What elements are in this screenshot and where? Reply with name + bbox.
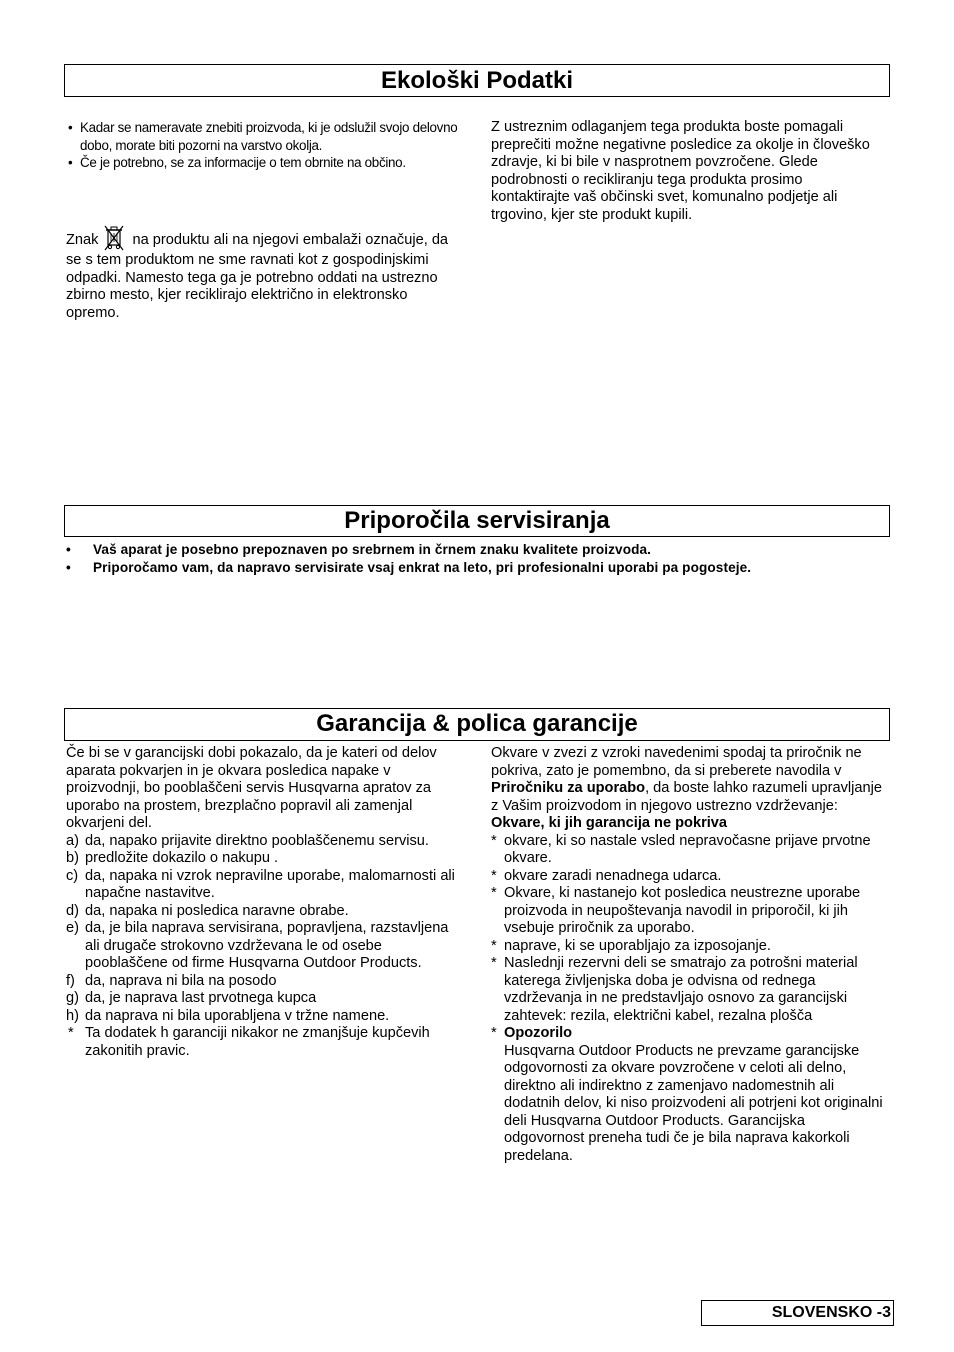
warranty-right-intro: Okvare v zvezi z vzroki navedenimi spodaj ta priročnik ne pokriva, zato je pomembno, da si preberete navodila v Priročniku za uporabo, da boste lahko razumeli upravljanje z Vašim proizvodom in njegovo ustrezno vzdrževanje: <box>491 745 882 814</box>
warning-text: Husqvarna Outdoor Products ne prevzame garancijske odgovornosti za okvare povzročene v celoti ali delno, direktno ali indirektno z zamenjavo nadomestnih ali dodatnih delov, ki niso proizvodeni ali potrjeni kot originalni deli Husqvarna Outdoor Products. Garancijska odgovornost preneha tudi če je bila naprava kakorkoli predelana. <box>504 1042 883 1164</box>
eco-title: Ekološki Podatki <box>64 64 890 97</box>
service-title: Priporočila servisiranja <box>64 505 890 537</box>
not-covered-item: * Okvare, ki nastanejo kot posledica neustrezne uporabe proizvoda in neupoštevanja navodil in priporočil, ki jih vsebuje priročnik za uporabo. <box>491 885 861 936</box>
not-covered-item: * naprave, ki se uporabljajo za izposojanje. <box>491 937 771 954</box>
znak-word: Znak <box>66 232 99 248</box>
not-covered-item: * Naslednji rezervni deli se smatrajo za potrošni material katerega življenjska doba je odvisna od rednega vzdrževanja in ne predstavljajo osnovo za garancijski zahtevek: rezila, električni kabel, rezalna plošča <box>491 955 858 1024</box>
warning-title: Opozorilo <box>504 1025 573 1041</box>
warranty-left-column <box>66 745 464 1060</box>
list-item: • Če je potrebno, se za informacije o tem obrnite na občino. <box>66 154 458 172</box>
eco-recycling-text: Z ustreznim odlaganjem tega produkta boste pomagali preprečiti možne negativne posledice za okolje in človeško zdravje, ki bi bile v nasprotnem povzročene. Glede podrobnosti o recikliranju tega produkta prosimo kontaktirajte vaš občinski svet, komunalno podjetje ali trgovino, kjer ste produkt kupili. <box>491 119 870 223</box>
warranty-title: Garancija & polica garancije <box>64 708 890 741</box>
eco-znak-paragraph <box>66 224 458 322</box>
condition-row: d) da, napaka ni posledica naravne obrabe. <box>66 902 349 919</box>
warranty-intro: Če bi se v garancijski dobi pokazalo, da je kateri od delov aparata pokvarjen in je okvara posledica napake v proizvodnji, bo pooblaščeni servis Husqvarna apratov za uporabo na prostem, brezplačno popravil ali zamenjal okvarjeni del. <box>66 745 437 831</box>
condition-row: g) da, je naprava last prvotnega kupca <box>66 990 317 1006</box>
condition-row: a) da, napako prijavite direktno pooblaščenemu servisu. <box>66 832 429 849</box>
condition-row: e) da, je bila naprava servisirana, popravljena, razstavljena ali drugače strokovno vzdrževana le od osebe pooblaščene od firme Husqvarna Outdoor Products. <box>66 920 449 971</box>
eco-bullets <box>66 119 458 172</box>
warning-block: * Opozorilo Husqvarna Outdoor Products ne prevzame garancijske odgovornosti za okvare povzročene v celoti ali delno, direktno ali indirektno z zamenjavo nadomestnih ali dodatnih delov, ki niso proizvodeni ali potrjeni kot originalni deli Husqvarna Outdoor Products. Garancijska odgovornost preneha tudi če je bila naprava kakorkoli predelana. <box>491 1025 883 1164</box>
warranty-right-column <box>491 745 889 1165</box>
service-bullets <box>66 541 892 577</box>
condition-row: * Ta dodatek h garanciji nikakor ne zmanjšuje kupčevih zakonitih pravic. <box>68 1025 430 1059</box>
not-covered-title: Okvare, ki jih garancija ne pokriva <box>491 815 728 831</box>
not-covered-item: * okvare, ki so nastale vsled nepravočasne prijave prvotne okvare. <box>491 832 871 866</box>
eco-right-column <box>491 119 885 224</box>
list-item: • Kadar se nameravate znebiti proizvoda, ki je odslužil svojo delovno dobo, morate biti pozorni na varstvo okolja. <box>66 119 458 154</box>
crossed-out-bin-icon <box>102 224 126 252</box>
condition-row: c) da, napaka ni vzrok nepravilne uporabe, malomarnosti ali napačne nastavitve. <box>66 867 455 901</box>
list-item: • Vaš aparat je posebno prepoznaven po srebrnem in črnem znaku kvalitete proizvoda. <box>66 541 892 559</box>
condition-row: b) predložite dokazilo o nakupu . <box>66 850 279 866</box>
not-covered-item: * okvare zaradi nenadnega udarca. <box>491 867 722 884</box>
list-item: • Priporočamo vam, da napravo servisirate vsaj enkrat na leto, pri profesionalni uporabi pa pogosteje. <box>66 559 892 577</box>
znak-text: na produktu ali na njegovi embalaži označuje, da se s tem produktom ne sme ravnati kot z gospodinjskimi odpadki. Namesto tega ga je potrebno oddati na ustrezno zbirno mesto, kjer reciklirajo električno in elektronsko opremo. <box>66 232 449 321</box>
condition-row: f) da, naprava ni bila na posodo <box>66 972 277 989</box>
condition-row: h) da naprava ni bila uporabljena v tržne namene. <box>66 1007 390 1024</box>
eco-left-column <box>66 119 458 172</box>
page-footer-label: SLOVENSKO -3 <box>701 1300 894 1326</box>
